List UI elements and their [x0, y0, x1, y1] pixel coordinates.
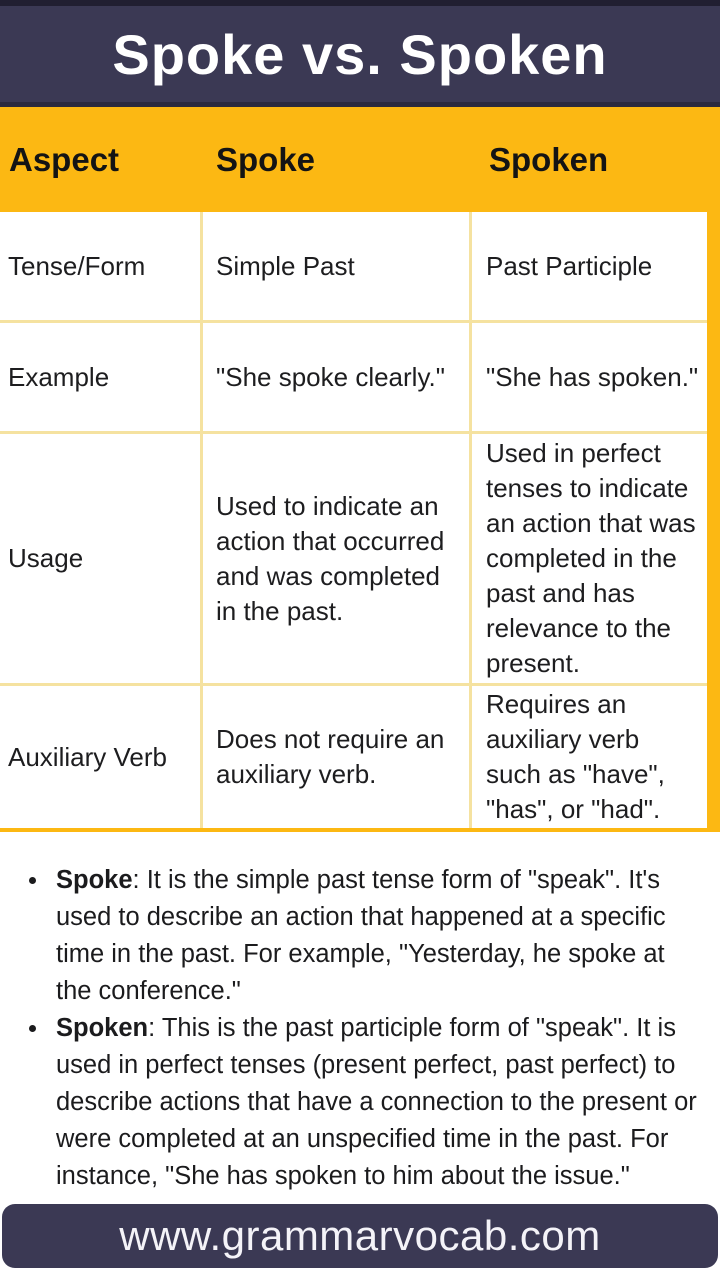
table-row-auxiliary-aspect: Auxiliary Verb: [0, 686, 200, 828]
footer-bar: [2, 1204, 718, 1268]
note-spoke: [56, 862, 705, 1010]
column-header-spoke: Spoke: [216, 141, 316, 179]
title-banner: [0, 0, 720, 107]
bullet-icon: [29, 877, 36, 884]
table-row-usage-aspect: Usage: [0, 434, 200, 683]
table-header-row: [0, 107, 720, 207]
note-text: : It is the simple past tense form of "speak". It's used to describe an action that happened at a specific time in the past. For example, "Yesterday, he spoke at the conference.": [56, 866, 666, 1005]
table-row-tense-spoke: Simple Past: [203, 212, 469, 320]
table-row-example-spoken: "She has spoken.": [472, 323, 707, 431]
note-term: Spoken: [56, 1014, 149, 1042]
table-row-auxiliary-spoke: Does not require an auxiliary verb.: [203, 686, 469, 828]
table-row-example-aspect: Example: [0, 323, 200, 431]
column-header-aspect: Aspect: [9, 141, 120, 179]
table-grid: [0, 212, 707, 828]
definition-notes: [0, 832, 720, 1195]
table-row-auxiliary-spoken: Requires an auxiliary verb such as "have", "has", or "had".: [472, 686, 707, 828]
table-row-usage-spoken: Used in perfect tenses to indicate an action that was completed in the past and has relevance to the present.: [472, 434, 707, 683]
comparison-table: [0, 207, 720, 832]
table-row-usage-spoke: Used to indicate an action that occurred and was completed in the past.: [203, 434, 469, 683]
website-url: www.grammarvocab.com: [119, 1212, 601, 1259]
table-row-example-spoke: "She spoke clearly.": [203, 323, 469, 431]
column-header-spoken: Spoken: [489, 141, 609, 179]
table-row-tense-aspect: Tense/Form: [0, 212, 200, 320]
bullet-icon: [29, 1025, 36, 1032]
note-term: Spoke: [56, 866, 133, 894]
table-row-tense-spoken: Past Participle: [472, 212, 707, 320]
note-spoken: [56, 1010, 705, 1195]
page-title: Spoke vs. Spoken: [112, 22, 608, 86]
note-text: : This is the past participle form of "speak". It is used in perfect tenses (present perfect, past perfect) to describe actions that have a connection to the present or were completed at an unspecified time in the past. For instance, "She has spoken to him about the issue.": [56, 1014, 697, 1190]
